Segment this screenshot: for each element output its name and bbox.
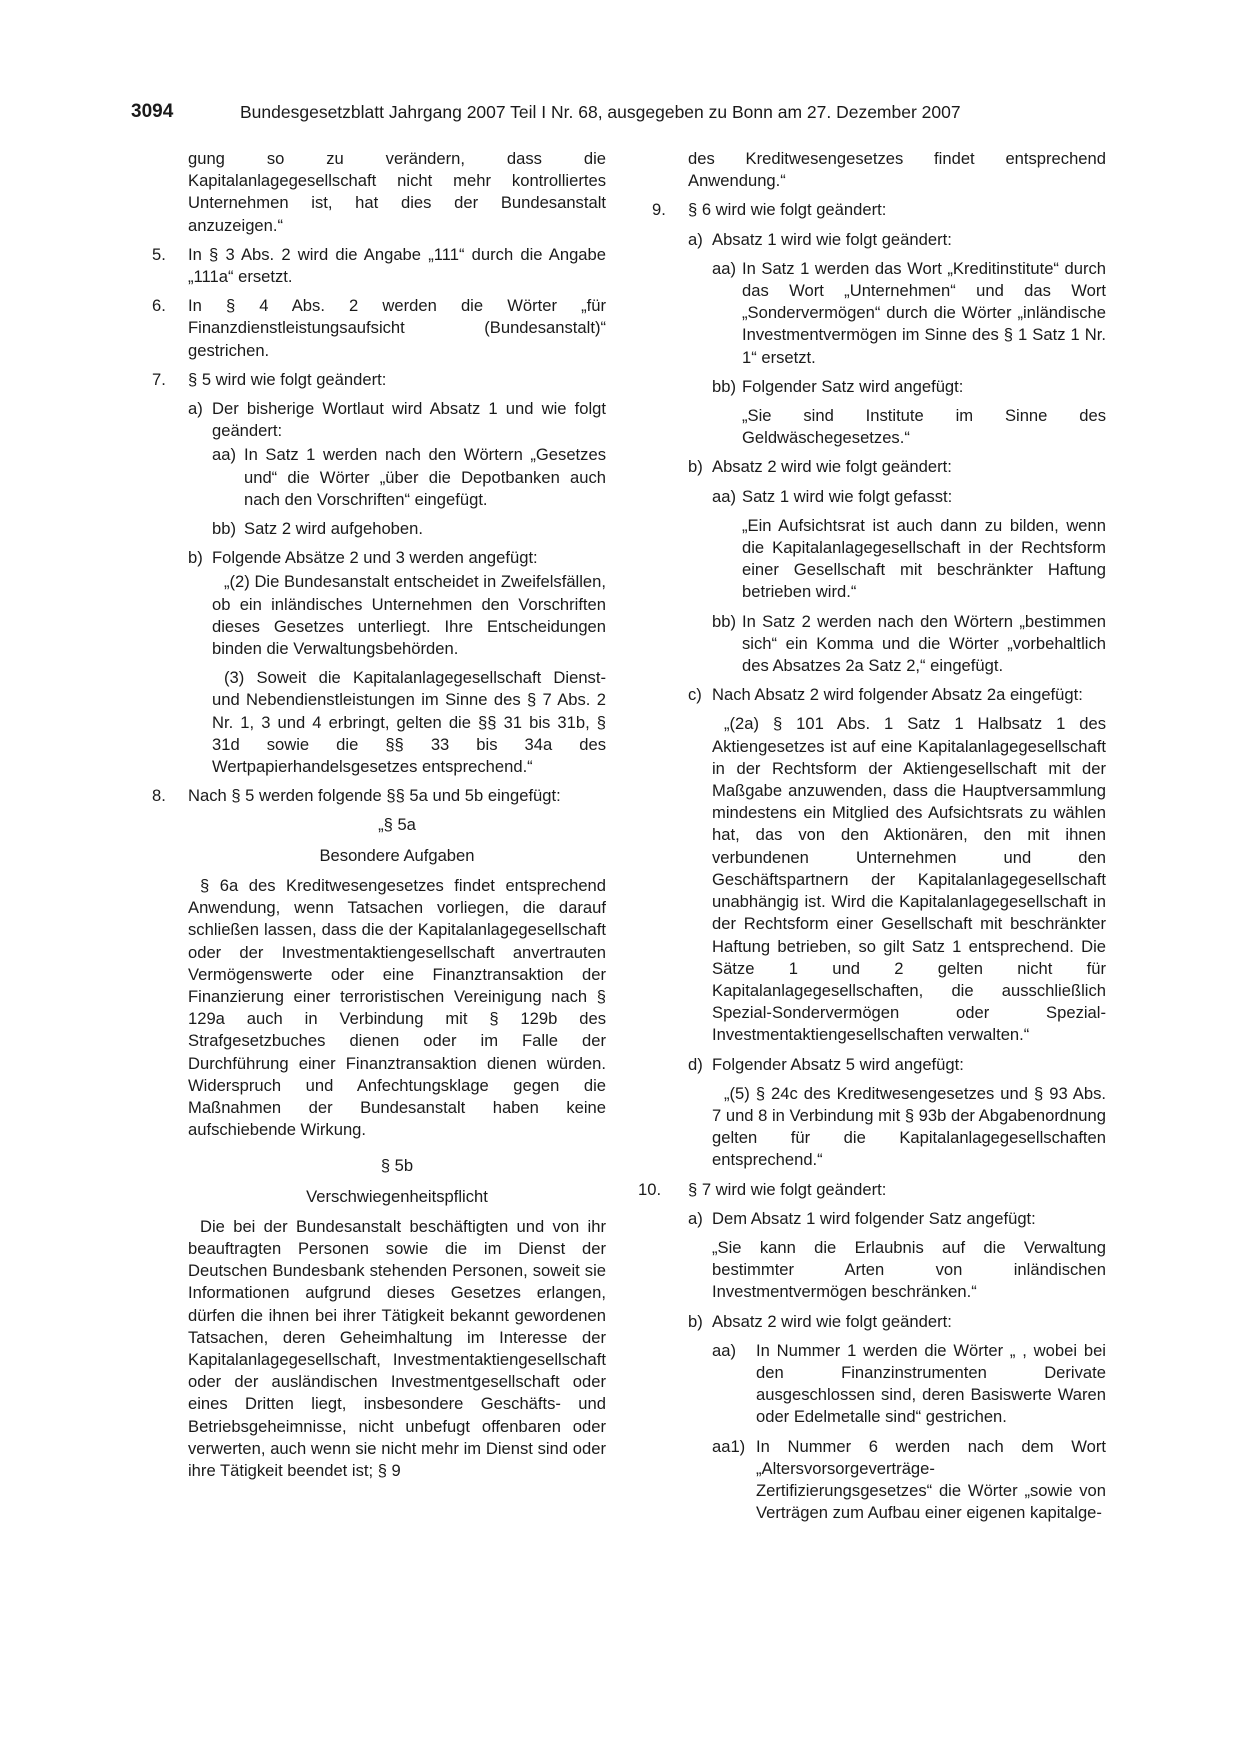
gazette-header: Bundesgesetzblatt Jahrgang 2007 Teil I Nr. 68, ausgegeben zu Bonn am 27. Dezember 2007: [240, 102, 961, 122]
sub-sub-item-text: In Nummer 6 werden nach dem Wort „Altersvorsorgeverträge-Zertifizierungsgesetzes“ die Wörter „sowie von Verträgen zum Aufbau einer eigenen kapitalge-: [756, 1436, 1106, 1523]
sub-item-label: a): [188, 399, 203, 419]
sub-item-b: [130, 547, 606, 569]
sub-sub-item-bb: [648, 376, 1106, 398]
section-number: „§ 5a: [378, 815, 416, 835]
quote-text: (3) Soweit die Kapitalanlagegesellschaft Dienst- und Nebendienstleistungen im Sinne des § 7 Abs. 2 Nr. 1, 3 und 4 erbringt, gelten die §§ 31 bis 31b, § 31d sowie die §§ 33 bis 34a des Wertpapierhandelsgesetzes entsprechend.“: [212, 668, 606, 777]
sub-sub-item-text: Satz 2 wird aufgehoben.: [244, 519, 423, 539]
sub-sub-item-aa: [648, 258, 1106, 369]
right-column: [638, 148, 1106, 1531]
sub-item-label: b): [688, 1311, 703, 1331]
section-5b: [130, 1155, 606, 1482]
sub-sub-item-label: bb): [712, 376, 736, 396]
section-heading: Verschwiegenheitspflicht: [306, 1186, 488, 1206]
sub-item-a: [648, 1208, 1106, 1230]
list-item-6: [130, 295, 606, 362]
section-text: § 6a des Kreditwesengesetzes findet entsprechend Anwendung, wenn Tatsachen vorliegen, die darauf schließen lassen, dass die der Kapitalanlagegesellschaft oder der Investmentaktiengesellschaft anvertrauten Vermögenswerte oder eine Finanztransaktion der Finanzierung einer terroristischen Vereinigung nach § 129a auch in Verbindung mit § 129b des Strafgesetzbuches dienen oder im Falle der Durchführung einer Finanztransaktion dienen würden. Widerspruch und Anfechtungsklage gegen die Maßnahmen der Bundesanstalt haben keine aufschiebende Wirkung.: [188, 875, 606, 1140]
sub-sub-item-label: bb): [712, 611, 736, 631]
paragraph-text: des Kreditwesengesetzes findet entsprechend Anwendung.“: [688, 149, 1106, 191]
sub-item-text: Absatz 1 wird wie folgt geändert:: [712, 229, 952, 249]
item-text: § 6 wird wie folgt geändert:: [688, 200, 887, 220]
sub-item-text: Dem Absatz 1 wird folgender Satz angefügt:: [712, 1208, 1036, 1228]
item-number: 5.: [152, 244, 166, 264]
sub-item-label: a): [688, 1208, 703, 1228]
item-text: In § 3 Abs. 2 wird die Angabe „111“ durch die Angabe „111a“ ersetzt.: [188, 244, 606, 287]
sub-sub-item-label: aa): [212, 445, 236, 465]
sub-item-label: c): [688, 685, 702, 705]
page-number: 3094: [131, 101, 174, 122]
sub-item-text: Folgender Absatz 5 wird angefügt:: [712, 1054, 964, 1074]
quote-text: „Sie kann die Erlaubnis auf die Verwaltung bestimmter Arten von inländischen Investmentvermögen beschränken.“: [712, 1237, 1106, 1302]
sub-item-text: Absatz 2 wird wie folgt geändert:: [712, 457, 952, 477]
item-number: 6.: [152, 296, 166, 316]
sub-item-c: [648, 684, 1106, 706]
sub-item-label: d): [688, 1054, 703, 1074]
quote-text: „(2a) § 101 Abs. 1 Satz 1 Halbsatz 1 des Aktiengesetzes ist auf eine Kapitalanlagegesellschaft in der Rechtsform der Aktiengesellschaft mit der Maßgabe anzuwenden, dass die Hauptversammlung mindestens ein Mitglied des Aufsichtsrats zu wählen hat, das von den Aktionären, den mit ihnen verbundenen Unternehmen und den Geschäftspartnern der Kapitalanlagegesellschaft unabhängig ist. Wird die Kapitalanlagegesellschaft in der Rechtsform einer Gesellschaft mit beschränkter Haftung betrieben, so gilt Satz 1 entsprechend. Die Sätze 1 und 2 gelten nicht für Kapitalanlagegesellschaften, die ausschließlich Spezial-Sondervermögen oder Spezial-Investmentaktiengesellschaften verwalten.“: [712, 714, 1106, 1045]
quoted-paragraph: [130, 667, 606, 778]
sub-sub-item-text: In Satz 1 werden das Wort „Kreditinstitute“ durch das Wort „Unternehmen“ und das Wort „Sondervermögen“ durch die Wörter „inländische Investmentvermögen im Sinne des § 1 Satz 1 Nr. 1“ ersetzt.: [742, 258, 1106, 367]
quoted-paragraph: [648, 713, 1106, 1046]
sub-sub-item-text: In Satz 1 werden nach den Wörtern „Gesetzes und“ die Wörter „über die Depotbanken auch nach den Vorschriften“ eingefügt.: [244, 445, 606, 509]
sub-sub-item-label: aa1): [712, 1436, 746, 1456]
sub-sub-item-text: In Nummer 1 werden die Wörter „ , wobei bei den Finanzinstrumenten Derivate ausgeschlossen sind, deren Basiswerte Waren oder Edelmetalle sind“ gestrichen.: [756, 1340, 1106, 1427]
item-text: § 5 wird wie folgt geändert:: [188, 369, 387, 389]
section-heading: Besondere Aufgaben: [319, 845, 475, 865]
sub-sub-item-aa: [130, 444, 606, 511]
sub-sub-item-aa: [648, 1340, 1106, 1429]
list-item-7: [130, 369, 606, 391]
sub-sub-item-label: bb): [212, 519, 236, 539]
paragraph: [648, 148, 1106, 192]
item-number: 8.: [152, 786, 166, 806]
item-number: 10.: [638, 1179, 662, 1199]
sub-sub-item-text: Satz 1 wird wie folgt gefasst:: [742, 486, 953, 506]
quote-text: „(2) Die Bundesanstalt entscheidet in Zweifelsfällen, ob ein inländisches Unternehmen den Vorschriften dieses Gesetzes unterliegt. Ihre Entscheidungen binden die Verwaltungsbehörden.: [212, 572, 606, 659]
quoted-paragraph: [648, 1083, 1106, 1172]
paragraph-text: gung so zu verändern, dass die Kapitalanlagegesellschaft nicht mehr kontrolliertes Unternehmen ist, hat dies der Bundesanstalt anzuzeigen.“: [188, 149, 606, 235]
sub-item-a: [648, 229, 1106, 251]
sub-sub-item-aa: [648, 486, 1106, 508]
sub-item-label: a): [688, 229, 703, 249]
sub-item-label: b): [688, 457, 703, 477]
list-item-8: [130, 785, 606, 807]
sub-sub-item-bb: [130, 518, 606, 540]
sub-sub-item-label: aa): [712, 486, 736, 506]
item-text: In § 4 Abs. 2 werden die Wörter „für Finanzdienstleistungsaufsicht (Bundesanstalt)“ gestrichen.: [188, 296, 606, 360]
sub-item-b: [648, 456, 1106, 478]
section-body: [188, 875, 606, 1141]
sub-sub-item-aa1: [648, 1436, 1106, 1525]
quote-text: „Ein Aufsichtsrat ist auch dann zu bilden, wenn die Kapitalanlagegesellschaft in der Rechtsform einer Gesellschaft mit beschränkter Haftung betrieben wird.“: [742, 515, 1106, 602]
sub-item-d: [648, 1054, 1106, 1076]
sub-sub-item-text: Folgender Satz wird angefügt:: [742, 376, 964, 396]
sub-item-b: [648, 1311, 1106, 1333]
item-number: 7.: [152, 369, 166, 389]
sub-sub-item-label: aa): [712, 1340, 736, 1360]
item-text: § 7 wird wie folgt geändert:: [688, 1179, 887, 1199]
sub-item-text: Nach Absatz 2 wird folgender Absatz 2a eingefügt:: [712, 685, 1083, 705]
paragraph: [130, 148, 606, 237]
list-item-10: [638, 1179, 1106, 1201]
sub-item-label: b): [188, 548, 203, 568]
sub-sub-item-label: aa): [712, 258, 736, 278]
quoted-sentence: [648, 515, 1106, 604]
list-item-9: [648, 199, 1106, 221]
quoted-sentence: [648, 405, 1106, 449]
list-item-5: [130, 244, 606, 288]
item-text: Nach § 5 werden folgende §§ 5a und 5b eingefügt:: [188, 786, 561, 806]
section-5a: [130, 814, 606, 1141]
sub-sub-item-text: In Satz 2 werden nach den Wörtern „bestimmen sich“ ein Komma und die Wörter „vorbehaltlich des Absatzes 2a Satz 2,“ eingefügt.: [742, 611, 1106, 676]
sub-item-text: Absatz 2 wird wie folgt geändert:: [712, 1311, 952, 1331]
section-body: [188, 1216, 606, 1482]
item-number: 9.: [652, 200, 666, 220]
quote-text: „Sie sind Institute im Sinne des Geldwäschegesetzes.“: [742, 406, 1106, 448]
quoted-paragraph: [130, 571, 606, 660]
section-text: Die bei der Bundesanstalt beschäftigten und von ihr beauftragten Personen sowie die im Dienst der Deutschen Bundesbank stehenden Personen, soweit sie Informationen aufgrund dieses Gesetzes erlangen, dürfen die ihnen bei ihrer Tätigkeit bekannt gewordenen Tatsachen, deren Geheimhaltung im Interesse der Kapitalanlagegesellschaft, Investmentaktiengesellschaft oder der ausländischen Investmentgesellschaft oder eines Dritten liegt, insbesondere Geschäfts- und Betriebsgeheimnisse, nicht unbefugt offenbaren oder verwerten, auch wenn sie nicht mehr im Dienst sind oder ihre Tätigkeit beendet ist; § 9: [188, 1216, 606, 1480]
sub-sub-item-bb: [648, 611, 1106, 678]
quoted-sentence: [648, 1237, 1106, 1304]
section-number: § 5b: [380, 1156, 414, 1176]
left-column: [130, 148, 606, 1489]
sub-item-text: Der bisherige Wortlaut wird Absatz 1 und wie folgt geändert:: [212, 399, 606, 441]
quote-text: „(5) § 24c des Kreditwesengesetzes und § 93 Abs. 7 und 8 in Verbindung mit § 93b der Abgabenordnung gelten für die Kapitalanlagegesellschaften entsprechend.“: [712, 1083, 1106, 1170]
sub-item-a: [130, 398, 606, 442]
sub-item-text: Folgende Absätze 2 und 3 werden angefügt:: [212, 548, 538, 568]
